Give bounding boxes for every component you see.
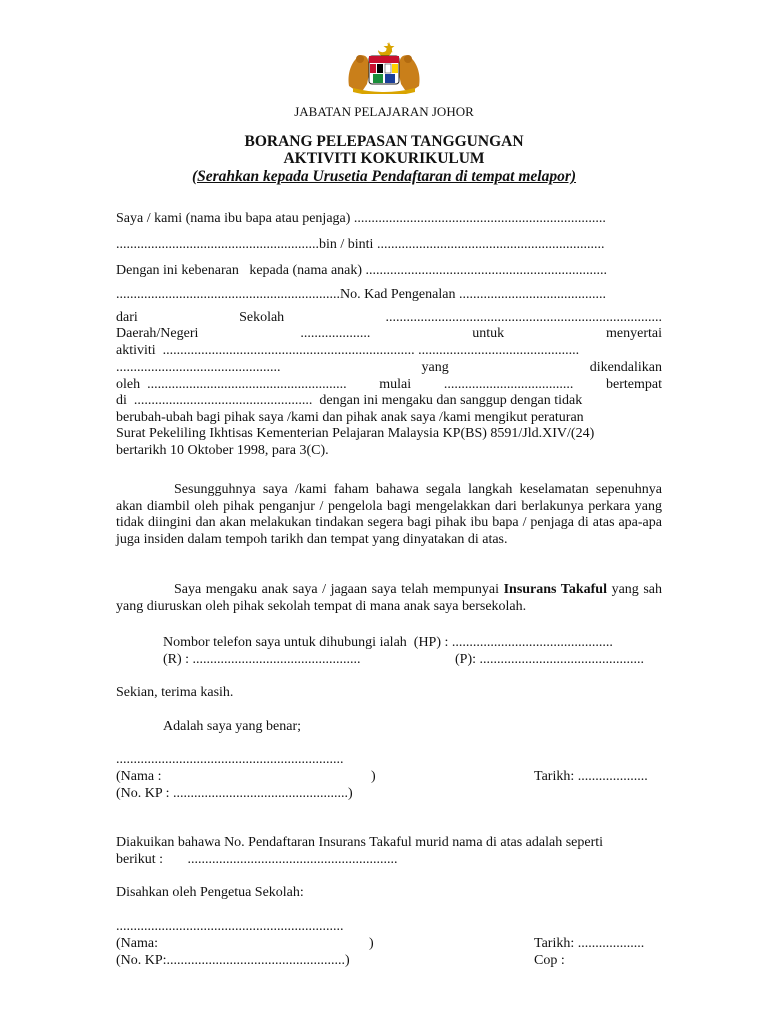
form-subtitle: AKTIVITI KOKURIKULUM [283,150,485,167]
principal-verification-label: Disahkan oleh Pengetua Sekolah: [116,885,304,900]
agency-name: JABATAN PELAJARAN JOHOR [294,104,474,119]
organiser-line: ............................................... yang dikendalikan [116,360,662,375]
principal-name-label: (Nama: [116,936,158,951]
parent-name-line: Saya / kami (nama ibu bapa atau penjaga) ........................................................................ [116,211,606,226]
principal-date: Tarikh: ................... [534,936,645,951]
venue-line: di ................................................... dengan ini mengaku dan sanggup dengan tidak [116,393,583,408]
home-number-line: (R) : ................................................ [163,652,361,667]
principal-signature-line: ................................................................. [116,919,344,934]
closing-thanks: Sekian, terima kasih. [116,685,234,700]
parent-name-label: (Nama : [116,769,162,784]
district-line: Daerah/Negeri .................... untuk menyertai [116,326,662,341]
office-number-line: (P): ............................................... [455,652,644,667]
safety-paragraph: Sesungguhnya saya /kami faham bahawa segala langkah keselamatan sepenuhnya akan diambil oleh pihak penganjur / pengelola bagi mengelakkan dari berlakunya perkara yang tidak diingini dan akan melakukan tindakan segera bagi pihak ibu bapa / penjaga di atas apa-apa juga insiden dalam tempoh tarikh dan tempat yang dinyatakan di atas. [116,482,662,547]
parent-name-close: ) [371,769,376,784]
coat-of-arms-icon [343,40,425,94]
principal-name-close: ) [369,936,374,951]
parent-signature-line: ................................................................. [116,752,344,767]
circular-line: Surat Pekeliling Ikhtisas Kementerian Pelajaran Malaysia KP(BS) 8591/Jld.XIV/(24) [116,426,595,441]
activity-line: aktiviti ........................................................................ .............................................. [116,343,580,358]
school-line: dari Sekolah ............................................................................... [116,310,662,325]
identity-card-line: ................................................................No. Kad Pengenalan .......................................... [116,287,606,302]
form-title: BORANG PELEPASAN TANGGUNGAN [244,133,524,150]
acknowledgement-line: Diakuikan bahawa No. Pendaftaran Insurans Takaful murid nama di atas adalah seperti [116,835,604,850]
closing-yours: Adalah saya yang benar; [163,719,301,734]
form-instruction: (Serahkan kepada Urusetia Pendaftaran di tempat melapor) [191,168,577,185]
hp-number-line: Nombor telefon saya untuk dihubungi ialah (HP) : .............................................. [163,635,613,650]
insurance-takaful-label: Insurans Takaful [503,582,607,597]
parent-date: Tarikh: .................... [534,769,648,784]
child-name-line: Dengan ini kebenaran kepada (nama anak) ..................................................................... [116,263,608,278]
registration-number-line: berikut : ............................................................ [116,852,398,867]
regulation-line: berubah-ubah bagi pihak saya /kami dan pihak anak saya /kami mengikut peraturan [116,410,584,425]
insurance-paragraph: Saya mengaku anak saya / jagaan saya telah mempunyai Insurans Takaful yang sah yang diuruskan oleh pihak sekolah tempat di mana anak saya bersekolah. [116,582,663,614]
school-stamp-label: Cop : [534,953,565,968]
parent-name-continuation-line: ..........................................................bin / binti ................................................................. [116,237,605,252]
date-reference-line: bertarikh 10 Oktober 1998, para 3(C). [116,443,329,458]
principal-ic-number: (No. KP:...................................................) [116,953,350,968]
organised-by-line: oleh ......................................................... mulai ..................................... bertempat [116,377,662,392]
parent-ic-number: (No. KP : ..................................................) [116,786,353,801]
